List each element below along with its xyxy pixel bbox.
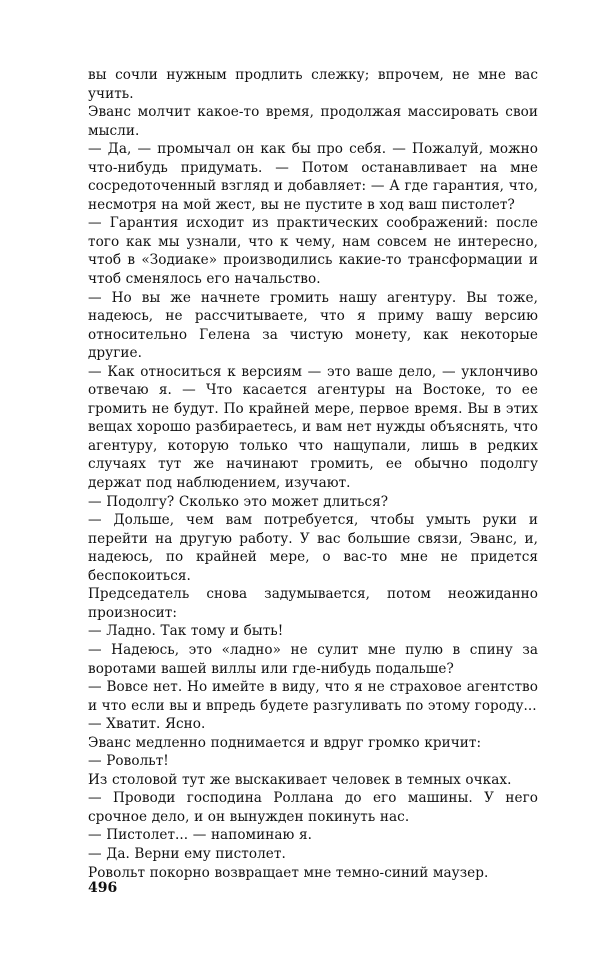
paragraph: Из столовой тут же выскакивает человек в темных очках. bbox=[88, 771, 512, 788]
paragraph: — Ладно. Так тому и быть! bbox=[88, 623, 284, 640]
paragraph: — Дольше, чем вам потребуется, чтобы умыть руки и перейти на другую работу. У вас большие связи, Эванс, и, надеюсь, по крайней мере, о вас-то мне не придется беспокоиться. bbox=[88, 512, 538, 584]
paragraph: — Как относиться к версиям — это ваше дело, — уклончиво отвечаю я. — Что касается агентуры на Востоке, то ее громить не будут. По крайней мере, первое время. Вы в этих вещах хорошо разбираетесь, и вам нет нужды объяснять, что агентуру, которую только что нащупали, лишь в редких случаях тут же начинают громить, ее обычно подолгу держат под наблюдением, изучают. bbox=[88, 363, 538, 492]
paragraph: Эванс молчит какое-то время, продолжая массировать свои мысли. bbox=[88, 104, 538, 139]
page-number: 496 bbox=[88, 880, 118, 896]
paragraph: Председатель снова задумывается, потом неожиданно произносит: bbox=[88, 586, 538, 621]
paragraph: — Но вы же начнете громить нашу агентуру. Вы тоже, надеюсь, не рассчитываете, что я приму вашу версию относительно Гелена за чистую монету, как некоторые другие. bbox=[88, 289, 538, 362]
paragraph: — Пистолет... — напоминаю я. bbox=[88, 827, 313, 844]
paragraph: — Подолгу? Сколько это может длиться? bbox=[88, 493, 389, 510]
paragraph: Ровольт покорно возвращает мне темно-синий маузер. bbox=[88, 864, 489, 881]
paragraph: — Хватит. Ясно. bbox=[88, 716, 206, 733]
paragraph: — Проводи господина Роллана до его машины. У него срочное дело, и он вынужден покинуть нас. bbox=[88, 790, 538, 825]
paragraph: — Ровольт! bbox=[88, 753, 169, 770]
book-page-text bbox=[88, 66, 538, 882]
paragraph: — Вовсе нет. Но имейте в виду, что я не страховое агентство и что если вы и впредь будете разгуливать по этому городу... bbox=[88, 679, 538, 714]
paragraph: вы сочли нужным продлить слежку; впрочем, не мне вас учить. bbox=[88, 67, 538, 102]
paragraph: — Да. Верни ему пистолет. bbox=[88, 845, 286, 862]
paragraph: — Надеюсь, это «ладно» не сулит мне пулю в спину за воротами вашей виллы или где-нибудь подальше? bbox=[88, 641, 538, 677]
paragraph: Эванс медленно поднимается и вдруг громко кричит: bbox=[88, 734, 482, 751]
paragraph: — Гарантия исходит из практических соображений: после того как мы узнали, что к чему, нам совсем не интересно, чтоб в «Зодиаке» производились какие-то трансформации и чтоб сменялось его начальство. bbox=[88, 215, 538, 288]
paragraph: — Да, — промычал он как бы про себя. — Пожалуй, можно что-нибудь придумать. — Потом останавливает на мне сосредоточенный взгляд и добавляет: — А где гарантия, что, несмотря на мой жест, вы не пустите в ход ваш пистолет? bbox=[88, 141, 538, 213]
